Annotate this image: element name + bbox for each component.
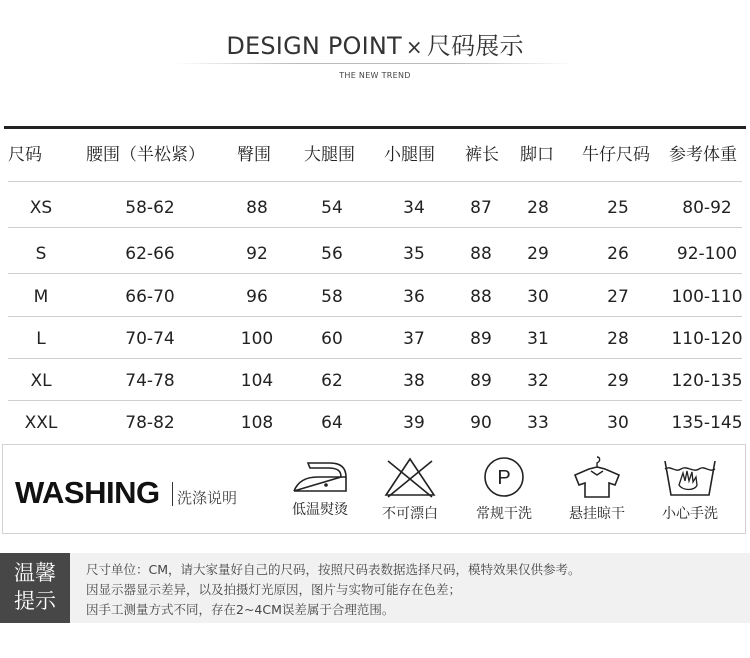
table-cell: 89 <box>470 329 492 349</box>
table-cell: 39 <box>403 413 425 433</box>
notice-text <box>86 560 581 620</box>
table-cell: 25 <box>607 198 629 218</box>
table-cell: 27 <box>607 287 629 307</box>
table-header-cell: 腰围（半松紧） <box>86 145 205 165</box>
care-item-handwash <box>650 455 730 523</box>
table-row-divider <box>8 227 742 228</box>
table-cell: S <box>35 244 47 264</box>
washing-divider <box>172 482 173 506</box>
table-cell: 62-66 <box>125 244 175 264</box>
table-cell: 108 <box>240 413 274 433</box>
table-cell: 58 <box>321 287 343 307</box>
table-cell: 88 <box>470 287 492 307</box>
table-header-cell: 臀围 <box>237 145 271 165</box>
table-row <box>0 405 750 441</box>
table-cell: 31 <box>527 329 549 349</box>
table-cell: 96 <box>246 287 268 307</box>
title-separator: × <box>405 35 423 59</box>
care-label: 悬挂晾干 <box>569 506 625 522</box>
table-cell: L <box>36 329 46 349</box>
title-divider <box>175 63 575 64</box>
care-label: 不可漂白 <box>382 506 438 522</box>
table-cell: XXL <box>24 413 58 433</box>
table-cell: 37 <box>403 329 425 349</box>
table-header-cell: 脚口 <box>520 145 554 165</box>
table-cell: 26 <box>607 244 629 264</box>
table-cell: 110-120 <box>671 329 743 349</box>
table-cell: 120-135 <box>671 371 743 391</box>
notice-tag-line: 提示 <box>14 589 56 613</box>
table-cell: 100-110 <box>671 287 743 307</box>
table-header-cell: 裤长 <box>465 145 499 165</box>
table-cell: 58-62 <box>125 198 175 218</box>
care-label: 低温熨烫 <box>292 502 348 518</box>
table-top-rule <box>4 126 746 129</box>
table-cell: 64 <box>321 413 343 433</box>
table-row <box>0 279 750 315</box>
notice-tag-line: 温馨 <box>14 561 56 585</box>
svg-text:P: P <box>497 467 511 489</box>
table-cell: 62 <box>321 371 343 391</box>
table-cell: 89 <box>470 371 492 391</box>
table-cell: 28 <box>527 198 549 218</box>
table-header-cell: 小腿围 <box>384 145 435 165</box>
care-item-bleach <box>370 455 450 523</box>
page-title <box>0 26 750 61</box>
table-cell: 100 <box>240 329 274 349</box>
table-cell: 56 <box>321 244 343 264</box>
table-cell: XS <box>29 198 53 218</box>
table-cell: 88 <box>470 244 492 264</box>
table-cell: 29 <box>527 244 549 264</box>
table-header-cell: 尺码 <box>8 145 42 165</box>
table-cell: 28 <box>607 329 629 349</box>
title-en: DESIGN POINT <box>226 32 402 60</box>
table-cell: 36 <box>403 287 425 307</box>
table-cell: 70-74 <box>125 329 175 349</box>
title-cn: 尺码展示 <box>426 32 524 60</box>
care-item-hang <box>557 455 637 523</box>
table-cell: XL <box>30 371 52 391</box>
table-row-divider <box>8 273 742 274</box>
table-row-divider <box>8 181 742 182</box>
table-header-cell: 牛仔尺码 <box>582 145 650 165</box>
table-header-row <box>0 137 750 173</box>
table-row-divider <box>8 358 742 359</box>
iron-low-temp-icon <box>288 455 352 495</box>
washing-subtitle: 洗涤说明 <box>177 489 238 507</box>
care-item-dryclean <box>464 455 544 523</box>
table-header-cell: 参考体重 <box>669 145 737 165</box>
hand-wash-icon <box>663 455 717 499</box>
dry-clean-p-icon <box>482 455 526 499</box>
table-cell: 32 <box>527 371 549 391</box>
notice-line: 因显示器显示差异，以及拍摄灯光原因，图片与实物可能存在色差； <box>86 582 462 597</box>
notice-line: 因手工测量方式不同，存在2~4CM误差属于合理范围。 <box>86 602 395 617</box>
table-row-divider <box>8 400 742 401</box>
care-label: 常规干洗 <box>476 506 532 522</box>
table-cell: 30 <box>527 287 549 307</box>
table-cell: 104 <box>240 371 274 391</box>
no-bleach-icon <box>382 455 438 499</box>
washing-title: WASHING <box>15 475 160 510</box>
table-row <box>0 321 750 357</box>
table-cell: 80-92 <box>682 198 732 218</box>
table-cell: 87 <box>470 198 492 218</box>
table-cell: 74-78 <box>125 371 175 391</box>
hang-dry-icon <box>569 455 625 499</box>
table-cell: 60 <box>321 329 343 349</box>
table-row-divider <box>8 316 742 317</box>
notice-tag <box>0 553 70 623</box>
table-cell: 92 <box>246 244 268 264</box>
table-cell: 29 <box>607 371 629 391</box>
table-cell: 33 <box>527 413 549 433</box>
subtitle: THE NEW TREND <box>339 71 411 80</box>
table-cell: 135-145 <box>671 413 743 433</box>
table-cell: 78-82 <box>125 413 175 433</box>
table-row <box>0 236 750 272</box>
table-cell: 34 <box>403 198 425 218</box>
table-cell: 35 <box>403 244 425 264</box>
table-cell: 90 <box>470 413 492 433</box>
table-row <box>0 190 750 226</box>
table-cell: 92-100 <box>676 244 738 264</box>
table-cell: 38 <box>403 371 425 391</box>
notice-line: 尺寸单位：CM，请大家量好自己的尺码，按照尺码表数据选择尺码，模特效果仅供参考。 <box>86 562 581 577</box>
table-header-cell: 大腿围 <box>304 145 355 165</box>
table-cell: 66-70 <box>125 287 175 307</box>
table-row <box>0 363 750 399</box>
table-cell: M <box>33 287 49 307</box>
care-item-iron <box>280 455 360 519</box>
table-cell: 54 <box>321 198 343 218</box>
table-cell: 88 <box>246 198 268 218</box>
care-label: 小心手洗 <box>662 506 718 522</box>
table-cell: 30 <box>607 413 629 433</box>
